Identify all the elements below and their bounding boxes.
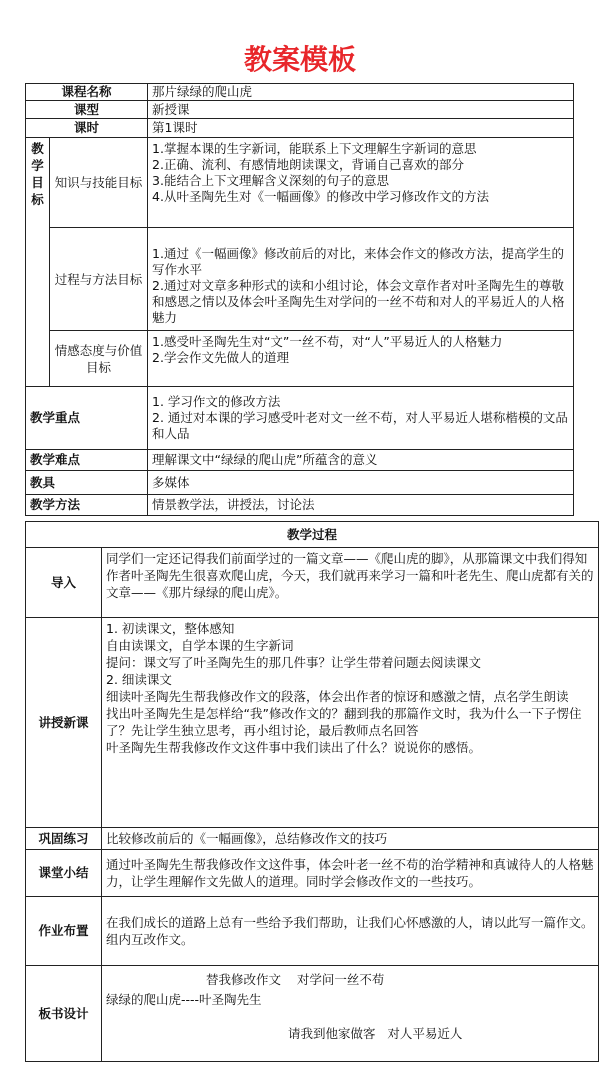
intro-content: 同学们一定还记得我们前面学过的一篇文章——《爬山虎的脚》，从那篇课文中我们得知作者叶圣陶先生很喜欢爬山虎，今天，我们就再来学习一篇和叶老先生、爬山虎都有关的文章——《那片绿绿的爬山虎》。 — [102, 548, 599, 618]
teach-line: 1. 初读课文，整体感知 — [106, 621, 235, 636]
teach-line: 细读叶圣陶先生帮我修改作文的段落，体会出作者的惊讶和感激之情，点名学生朗读 — [106, 689, 569, 704]
board-line-1: 替我修改作文 对学问一丝不苟 — [206, 972, 385, 987]
teach-line: 叶圣陶先生帮我修改作文这件事中我们读出了什么？说说你的感悟。 — [106, 740, 482, 755]
course-name-value: 那片绿绿的爬山虎 — [148, 84, 574, 101]
knowledge-label: 知识与技能目标 — [50, 138, 148, 228]
summary-label: 课堂小结 — [26, 850, 102, 897]
process-goal-item: 2.通过对文章多种形式的读和小组讨论，体会文章作者对叶圣陶先生的尊敬和感恩之情以及体会叶圣陶先生对学问的一丝不苟和对人的平易近人的人格魅力 — [152, 278, 565, 325]
process-heading: 教学过程 — [26, 522, 599, 548]
practice-label: 巩固练习 — [26, 828, 102, 850]
process-goal-label: 过程与方法目标 — [50, 228, 148, 331]
lesson-info-table — [25, 83, 574, 516]
course-name-label: 课程名称 — [26, 84, 148, 101]
key-point-item: 1. 学习作文的修改方法 — [152, 394, 281, 409]
methods-row — [26, 495, 574, 516]
key-points-row — [26, 387, 574, 450]
methods-value: 情景教学法，讲授法，讨论法 — [148, 495, 574, 516]
intro-label: 导入 — [26, 548, 102, 618]
tools-label: 教具 — [26, 471, 148, 495]
knowledge-item: 2.正确、流利、有感情地朗读课文，背诵自己喜欢的部分 — [152, 157, 464, 172]
lesson-type-label: 课型 — [26, 101, 148, 119]
teach-content — [102, 618, 599, 828]
objectives-label-char: 学 — [31, 158, 44, 173]
emotion-goal-item: 2.学会作文先做人的道理 — [152, 350, 289, 365]
process-heading-row — [26, 522, 599, 548]
objectives-label — [26, 138, 50, 387]
key-point-item: 2. 通过对本课的学习感受叶老对文一丝不苟，对人平易近人堪称楷模的文品和人品 — [152, 410, 568, 441]
process-goal-content — [148, 228, 574, 331]
emotion-goal-label: 情感态度与价值目标 — [50, 331, 148, 387]
board-content — [102, 966, 599, 1062]
difficulties-label: 教学难点 — [26, 450, 148, 471]
emotion-goal-item: 1.感受叶圣陶先生对“文”一丝不苟，对“人”平易近人的人格魅力 — [152, 334, 503, 349]
summary-content: 通过叶圣陶先生帮我修改作文这件事，体会叶老一丝不苟的治学精神和真诚待人的人格魅力，让学生理解作文先做人的道理。同时学会修改作文的一些技巧。 — [102, 850, 599, 897]
practice-row — [26, 828, 599, 850]
objectives-label-char: 教 — [31, 141, 44, 156]
emotion-goal-content — [148, 331, 574, 387]
board-line-2: 绿绿的爬山虎----叶圣陶先生 — [106, 992, 262, 1007]
summary-row — [26, 850, 599, 897]
lesson-type-row — [26, 101, 574, 119]
knowledge-content — [148, 138, 574, 228]
objectives-label-char: 目 — [31, 175, 44, 190]
board-row — [26, 966, 599, 1062]
course-name-row — [26, 84, 574, 101]
difficulties-row — [26, 450, 574, 471]
knowledge-item: 4.从叶圣陶先生对《一幅画像》的修改中学习修改作文的方法 — [152, 189, 489, 204]
key-points-content — [148, 387, 574, 450]
methods-label: 教学方法 — [26, 495, 148, 516]
difficulties-value: 理解课文中“绿绿的爬山虎”所蕴含的意义 — [148, 450, 574, 471]
homework-row — [26, 897, 599, 966]
teach-row — [26, 618, 599, 828]
teach-line: 找出叶圣陶先生是怎样给“我”修改作文的？翻到我的那篇作文时，我为什么一下子愣住了？先让学生独立思考，再小组讨论，最后教师点名回答 — [106, 706, 582, 738]
intro-row — [26, 548, 599, 618]
page-title: 教案模板 — [243, 43, 356, 76]
process-goal-item: 1.通过《一幅画像》修改前后的对比，来体会作文的修改方法，提高学生的写作水平 — [152, 246, 564, 277]
lesson-hours-value: 第1课时 — [148, 119, 574, 138]
objectives-label-text — [31, 140, 45, 208]
tools-value: 多媒体 — [148, 471, 574, 495]
objectives-label-char: 标 — [31, 192, 44, 207]
lesson-hours-row — [26, 119, 574, 138]
knowledge-item: 1.掌握本课的生字新词，能联系上下文理解生字新词的意思 — [152, 141, 477, 156]
objectives-process-row — [26, 228, 574, 331]
objectives-emotion-row — [26, 331, 574, 387]
objectives-knowledge-row — [26, 138, 574, 228]
lesson-hours-label: 课时 — [26, 119, 148, 138]
key-points-label: 教学重点 — [26, 387, 148, 450]
lesson-type-value: 新授课 — [148, 101, 574, 119]
teach-line: 2. 细读课文 — [106, 672, 172, 687]
teaching-process-table — [25, 521, 599, 1062]
practice-content: 比较修改前后的《一幅画像》，总结修改作文的技巧 — [102, 828, 599, 850]
knowledge-item: 3.能结合上下文理解含义深刻的句子的意思 — [152, 173, 389, 188]
homework-label: 作业布置 — [26, 897, 102, 966]
teach-label: 讲授新课 — [26, 618, 102, 828]
tools-row — [26, 471, 574, 495]
board-label: 板书设计 — [26, 966, 102, 1062]
teach-line: 提问：课文写了叶圣陶先生的那几件事？让学生带着问题去阅读课文 — [106, 655, 482, 670]
homework-content: 在我们成长的道路上总有一些给予我们帮助，让我们心怀感激的人，请以此写一篇作文。组内互改作文。 — [102, 897, 599, 966]
board-line-3: 请我到他家做客 对人平易近人 — [288, 1026, 463, 1041]
teach-line: 自由读课文，自学本课的生字新词 — [106, 638, 294, 653]
